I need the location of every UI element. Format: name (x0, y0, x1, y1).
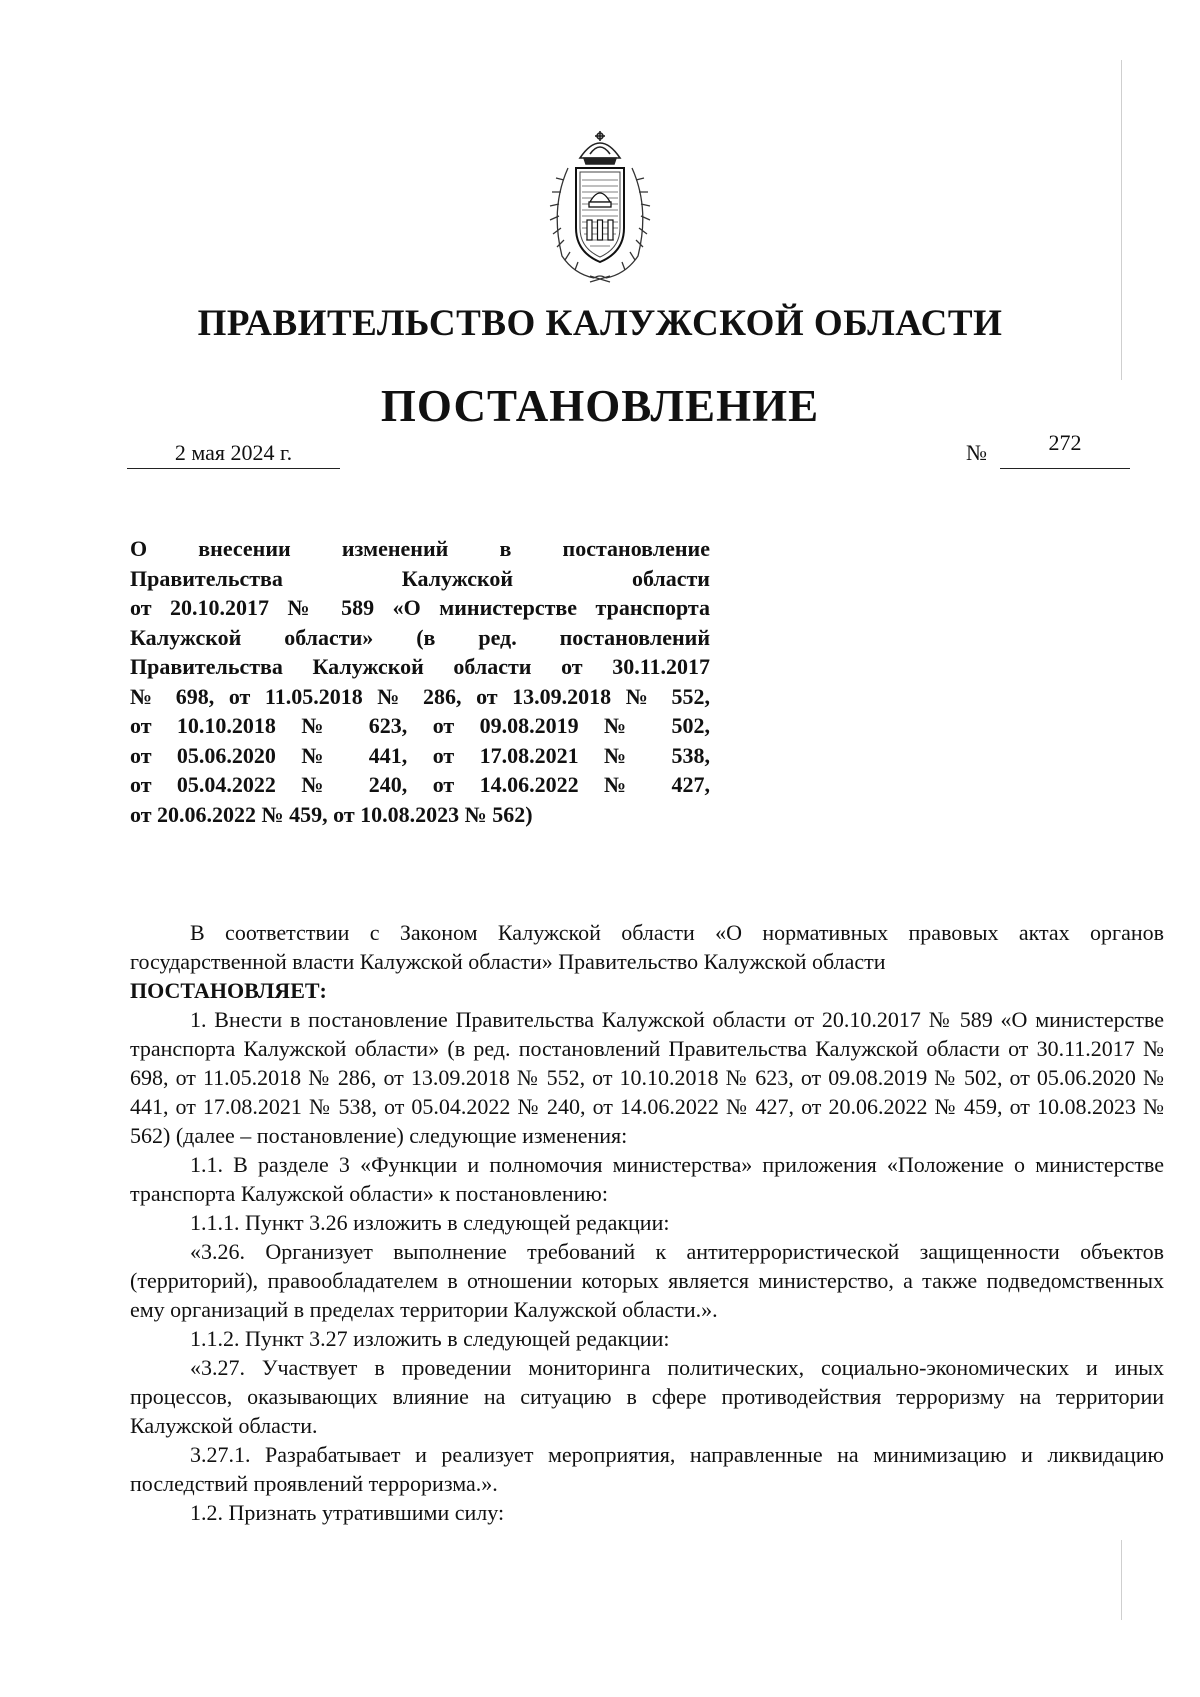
coat-of-arms-icon (544, 128, 656, 284)
resolves-text: ПОСТАНОВЛЯЕТ: (130, 978, 327, 1003)
title-line: от 05.06.2020 № 441, от 17.08.2021 № 538, (130, 742, 710, 768)
document-date: 2 мая 2024 г. (127, 440, 340, 469)
paragraph: 1. Внести в постановление Правительства Калужской области от 20.10.2017 № 589 «О министерстве транспорта Калужской области» (в ред. постановлений Правительства Калужской области от 30.11.2017 № 698, от 11.05.2018 № 286, от 13.09.2018 № 552, от 10.10.2018 № 623, от 09.08.2019 № 502, от 05.06.2020 № 441, от 17.08.2021 № 538, от 05.04.2022 № 240, от 14.06.2022 № 427, от 20.06.2022 № 459, от 10.08.2023 № 562) (далее – постановление) следующие изменения: (130, 1007, 1164, 1148)
title-line: от 10.10.2018 № 623, от 09.08.2019 № 502, (130, 713, 710, 738)
preamble: В соответствии с Законом Калужской области «О нормативных правовых актах органов государственной власти Калужской области» Правительство Калужской области (130, 920, 1164, 974)
document-body (130, 918, 1164, 1527)
title-line: Калужской области» (в ред. постановлений (130, 624, 710, 650)
title-line: от 20.10.2017 № 589 «О министерстве транспорта (130, 595, 710, 620)
number-label: № (966, 440, 987, 465)
title-line: Правительства Калужской области (130, 565, 710, 591)
title-line: № 698, от 11.05.2018 № 286, от 13.09.2018 № 552, (130, 683, 710, 709)
document-number: 272 (1000, 430, 1130, 469)
paragraph: 3.27.1. Разрабатывает и реализует мероприятия, направленные на минимизацию и ликвидацию последствий проявлений терроризма.». (130, 1442, 1164, 1496)
title-line: Правительства Калужской области от 30.11.2017 (130, 654, 710, 679)
paragraph: 1.2. Признать утратившими силу: (190, 1500, 505, 1525)
organization-heading: ПРАВИТЕЛЬСТВО КАЛУЖСКОЙ ОБЛАСТИ (197, 303, 1003, 344)
paragraph: 1.1.2. Пункт 3.27 изложить в следующей редакции: (190, 1326, 670, 1351)
title-line: от 20.06.2022 № 459, от 10.08.2023 № 562) (130, 801, 533, 827)
paragraph: «3.26. Организует выполнение требований к антитеррористической защищенности объектов (территорий), правообладателем в отношении которых является министерство, а также подведомственных ему организаций в пределах территории Калужской области.». (130, 1239, 1164, 1322)
paragraph: «3.27. Участвует в проведении мониторинга политических, социально-экономических и иных процессов, оказывающих влияние на ситуацию в сфере противодействия терроризму на территории Калужской области. (130, 1355, 1164, 1438)
document-type-heading: ПОСТАНОВЛЕНИЕ (380, 381, 820, 431)
document-title (130, 534, 710, 829)
scan-edge-mark (1121, 1540, 1122, 1620)
paragraph: 1.1.1. Пункт 3.26 изложить в следующей редакции: (190, 1210, 670, 1235)
paragraph: 1.1. В разделе 3 «Функции и полномочия министерства» приложения «Положение о министерстве транспорта Калужской области» к постановлению: (130, 1152, 1164, 1206)
resolves-heading (130, 976, 1164, 1005)
title-line: от 05.04.2022 № 240, от 14.06.2022 № 427, (130, 772, 710, 797)
title-line: О внесении изменений в постановление (130, 536, 710, 561)
